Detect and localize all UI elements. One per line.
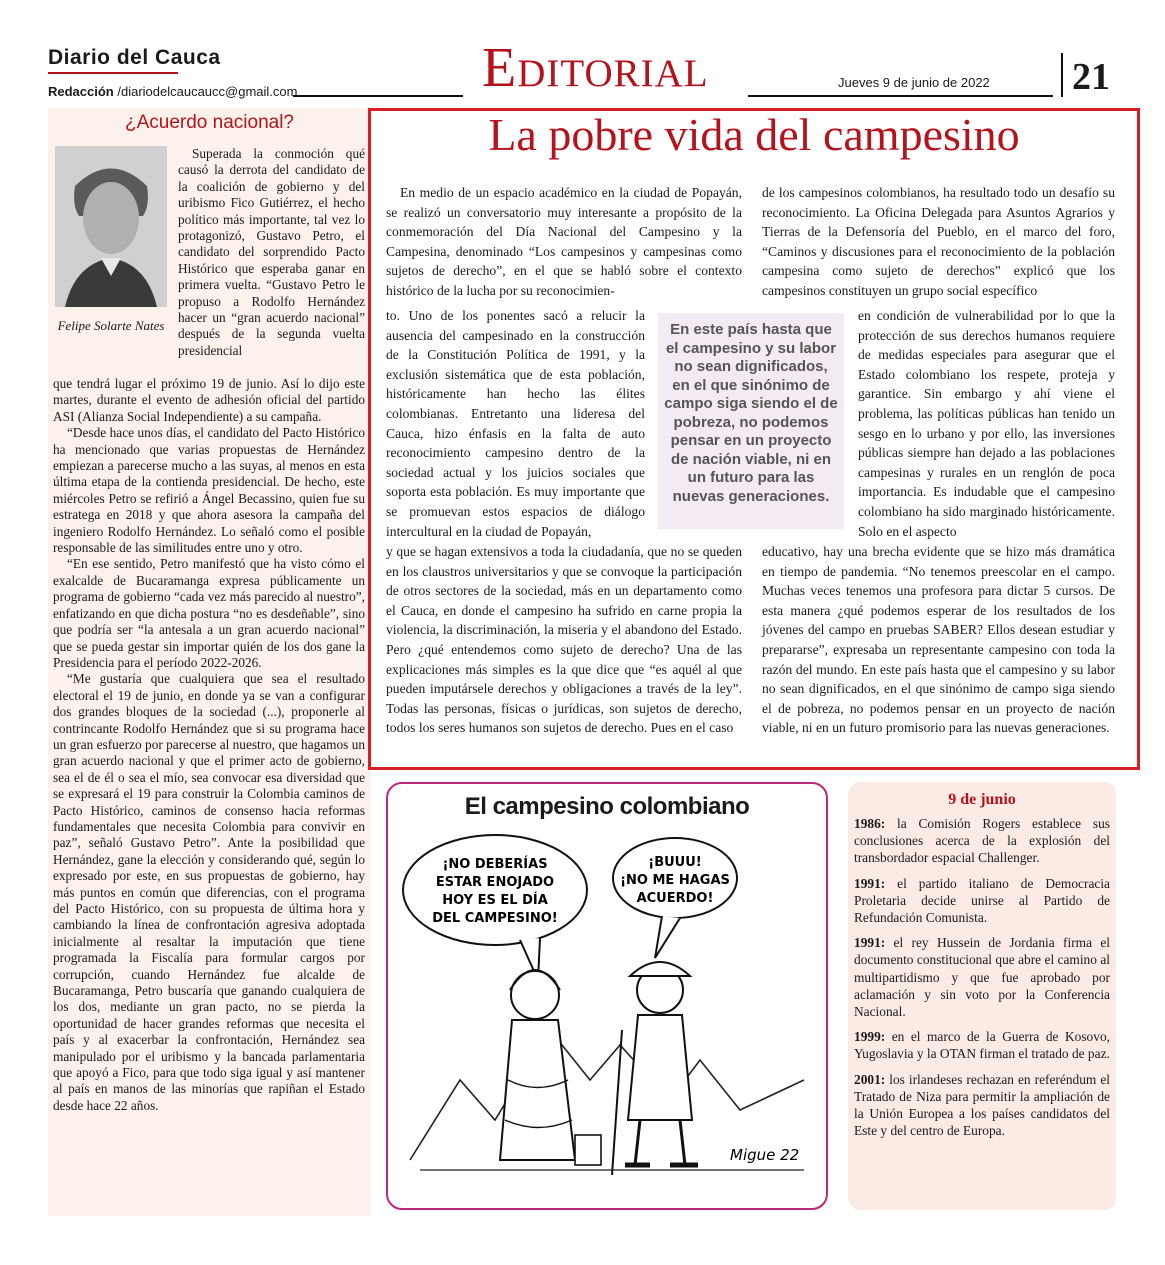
efemerides-text: los irlandeses rechazan en referéndum el Tratado de Niza para permitir la ampliación de la Unión Europea a los países candidatos del Este y del centro de Europa.	[854, 1071, 1110, 1139]
bubble-right-line: ¡BUUU!	[648, 855, 702, 870]
cartoon-illustration	[400, 830, 814, 1198]
header-rule-left	[293, 95, 463, 97]
editorial-paragraph: En medio de un espacio académico en la ciudad de Popayán, se realizó un conversatorio muy interesante a propósito de la conmemoración del Día Nacional del Campesino y la Campesina, denominado “Los campesinos y campesinas como sujetos de derecho”, en el que se habló sobre el contexto histórico de la lucha por su reconocimien-	[386, 185, 742, 298]
efemerides-item	[854, 1071, 1110, 1140]
issue-date: Jueves 9 de junio de 2022	[838, 75, 990, 90]
opinion-body	[53, 376, 365, 1114]
opinion-title: ¿Acuerdo nacional?	[125, 112, 294, 133]
opinion-paragraph: “Desde hace unos días, el candidato del Pacto Histórico ha mencionado que varias propuestas de Hernández empiezan a parecerse mucho a las suyas, al menos en esta última etapa de la contienda presidencial. De hecho, este miércoles Petro se refirió a Ángel Becassino, quien fue su estratega en 2018 y que ahora asesora la campaña del ingeniero Rodolfo Hernández. Lo señaló como el posible responsable de las similitudes entre uno y otro.	[53, 425, 365, 556]
editorial-paragraph: de los campesinos colombianos, ha resultado todo un desafío su reconocimiento. La Oficina Delegada para Asuntos Agrarios y Tierras de la Defensoría del Pueblo, en el marco del foro, “Caminos y discusiones para el reconocimiento de la población campesina como sujeto de derechos” explicó que los campesinos constituyen un grupo social específico	[762, 185, 1115, 298]
opinion-paragraph: Superada la conmoción qué causó la derrota del candidato de la coalición de gobierno y del uribismo Fico Gutiérrez, el hecho político más importante, tal vez lo protagonizó, Gustavo Petro, el candidato del sorprendido Pacto Histórico que esperaba ganar en primera vuelta. “Gustavo Petro le propuso a Rodolfo Hernández hacer un “gran acuerdo nacional” después de la segunda vuelta presidencial	[178, 146, 365, 358]
author-photo	[55, 146, 167, 307]
efemerides-year: 2001:	[854, 1071, 886, 1087]
opinion-paragraph: que tendrá lugar el próximo 19 de junio. Así lo dijo este martes, durante el evento de adhesión oficial del partido ASI (Alianza Social Independiente) a su campaña.	[53, 376, 365, 424]
efemerides-list	[854, 815, 1110, 1147]
bubble-right-line: ACUERDO!	[636, 891, 714, 906]
masthead-underline	[48, 72, 178, 74]
efemerides-year: 1999:	[854, 1029, 886, 1045]
redaccion-email: /diariodelcaucaucc@gmail.com	[113, 84, 298, 99]
page-number: 21	[1072, 56, 1110, 98]
masthead: Diario del Cauca	[48, 46, 221, 69]
pullquote-text: En este país hasta que el campesino y su labor no sean dignificados, en el que sinónimo de campo siga siendo el de pobreza, no podemos pensar en un proyecto de nación viable, ni en un futuro para las nuevas generaciones.	[664, 321, 838, 505]
editorial-col2-mid	[858, 306, 1115, 541]
opinion-paragraph: “Me gustaría que cualquiera que sea el resultado electoral el 19 de junio, en donde ya se van a configurar dos grandes bloques de la sociedad (...), proponerle al contrincante Rodolfo Hernández que si su programa hace un gran esfuerzo por parecerse al nuestro, que hagamos un gran acuerdo nacional y que el primer acto de gobierno, sea el de él o sea el mío, sea convocar esa diversidad que se expresará el 19 para construir la Colombia caminos de Pacto Histórico, caminos de consenso hacia reformas fundamentales que necesita Colombia para convivir en paz”, señaló Gustavo Petro”. Ante la posibilidad que Hernández, gane la elección y considerando qué, según lo expresado por este, en sus propuestas de gobierno, hay más puntos en común que diferencias, con el programa del Pacto Histórico, con su propuesta de última hora y cambiando la línea de confrontación agresiva adoptada inicialmente al resaltar la imputación que tiene programada la Fiscalía para formular cargos por corrupción, cuando Hernández fue alcalde de Bucaramanga, Petro buscaría que ganando cualquiera de los dos, mediante un gran pacto, no se pierda la oportunidad de hacer grandes reformas que necesita el país y al exacerbar la confrontación, Hernández sea manipulado por el uribismo y la bancada parlamentaria que apoyó a Fico, para que todo siga igual y así mantener al país en manos de las minorías que rapiñan el Estado desde hace 22 años.	[53, 671, 365, 1113]
efemerides-item	[854, 1028, 1110, 1062]
efemerides-text: la Comisión Rogers establece sus conclusiones acerca de la explosión del transbordador espacial Challenger.	[854, 816, 1110, 866]
opinion-intro	[178, 146, 365, 359]
bubble-left-line: DEL CAMPESINO!	[432, 911, 558, 926]
redaccion-label: Redacción	[48, 84, 114, 99]
bubble-left-line: ¡NO DEBERÍAS	[442, 857, 548, 872]
efemerides-item	[854, 815, 1110, 867]
editorial-col2-bottom	[762, 542, 1115, 738]
header-rule-right	[748, 95, 1053, 97]
editorial-col1-bottom	[386, 542, 742, 738]
header-divider	[1061, 53, 1063, 97]
editorial-col1-top	[386, 183, 742, 301]
opinion-paragraph: “En ese sentido, Petro manifestó que ha visto cómo el exalcalde de Bucaramanga expresa públicamente un programa de gobierno “cada vez más parecido al nuestro”, enfatizando en que dicha postura “no es desdeñable”, sino que podría ser “la antesala a un gran acuerdo nacional” que se pueda gestar sin importar quién de los dos gane la Presidencia para el período 2022-2026.	[53, 556, 365, 670]
editorial-paragraph: educativo, hay una brecha evidente que se hizo más dramática en tiempo de pandemia. “No tenemos preescolar en el campo. Muchas veces tenemos una profesora para dictar 5 cursos. De esta manera ¿qué podemos esperar de los resultados de los jóvenes del campo en pruebas SABER? Ellos desean estudiar y prepararse”, expresaba un representante campesino con toda la razón del mundo. En este país hasta que el campesino y su labor no sean dignificados, en el que sinónimo de campo siga siendo el de pobreza, no podemos pensar en un proyecto de nación viable, ni en un futuro promisorio para las nuevas generaciones.	[762, 544, 1115, 736]
cartoon-signature: Migue 22	[730, 1146, 800, 1164]
efemerides-text: el partido italiano de Democracia Proletaria decide unirse al Partido de Refundación Comunista.	[854, 875, 1110, 926]
editorial-title: La pobre vida del campesino	[488, 109, 1020, 160]
editorial-paragraph: en condición de vulnerabilidad por lo que la protección de sus derechos humanos requiere de medidas especiales para asegurar que el Estado colombiano los respete, proteja y garantice. Sin embargo y ahí viene el problema, las políticas públicas han tenido un sesgo en lo urbano y por ello, las inversiones públicas siempre han dejado a las poblaciones campesinas y rurales en un renglón de poca importancia. Es indudable que el campesino colombiano ha sido marginado históricamente. Solo en el aspecto	[858, 308, 1115, 539]
redaccion-line	[48, 84, 297, 99]
bubble-left-line: HOY ES EL DÍA	[442, 893, 548, 908]
efemerides-title: 9 de junio	[948, 791, 1016, 808]
bubble-left-line: ESTAR ENOJADO	[435, 875, 555, 890]
efemerides-text: en el marco de la Guerra de Kosovo, Yugoslavia y la OTAN firman el tratado de paz.	[854, 1029, 1110, 1062]
efemerides-year: 1991:	[854, 875, 886, 891]
editorial-col2-top	[762, 183, 1115, 301]
efemerides-year: 1991:	[854, 935, 886, 951]
editorial-paragraph: y que se hagan extensivos a toda la ciudadanía, que no se queden en los claustros universitarios y que se convoque la participación de otros sectores de la sociedad, más en un departamento como el Cauca, en donde el campesino ha sufrido en carne propia la violencia, la discriminación, la miseria y el abandono del Estado. Pero ¿qué entendemos como sujeto de derecho? Una de las explicaciones más simples es la que dice que “es aquél al que pueden imputársele derechos y obligaciones a través de la ley”. Todas las personas, físicas o jurídicas, son sujetos de derecho, todos los seres humanos son sujetos de derecho. Pues en el caso	[386, 544, 742, 736]
cartoon-title: El campesino colombiano	[464, 793, 750, 820]
bubble-right-line: ¡NO ME HAGAS	[620, 873, 730, 888]
section-title: Editorial	[482, 37, 709, 99]
efemerides-item	[854, 934, 1110, 1020]
cartoon-drawing-icon	[400, 830, 814, 1198]
editorial-col1-mid	[386, 306, 645, 541]
editorial-paragraph: to. Uno de los ponentes sacó a relucir la ausencia del campesinado en la construcción de la Constitución Política de 1991, y la exclusión sistemática que de esta población, históricamente han hecho las élites colombianas. Entretanto una lideresa del Cauca, hizo énfasis en la falta de auto reconocimiento campesino dentro de la sociedad actual y los juicios sociales que soporta esta población. Es muy importante que se promuevan estos espacios de diálogo intercultural en la ciudad de Popayán,	[386, 308, 645, 539]
efemerides-year: 1986:	[854, 816, 886, 831]
efemerides-text: el rey Hussein de Jordania firma el documento constitucional que abre el camino al multipartidismo y que fue aprobado por aclamación y sin voto por la Conferencia Nacional.	[854, 935, 1110, 1020]
author-name: Felipe Solarte Nates	[57, 318, 165, 333]
efemerides-item	[854, 875, 1110, 927]
author-portrait-icon	[55, 146, 167, 307]
